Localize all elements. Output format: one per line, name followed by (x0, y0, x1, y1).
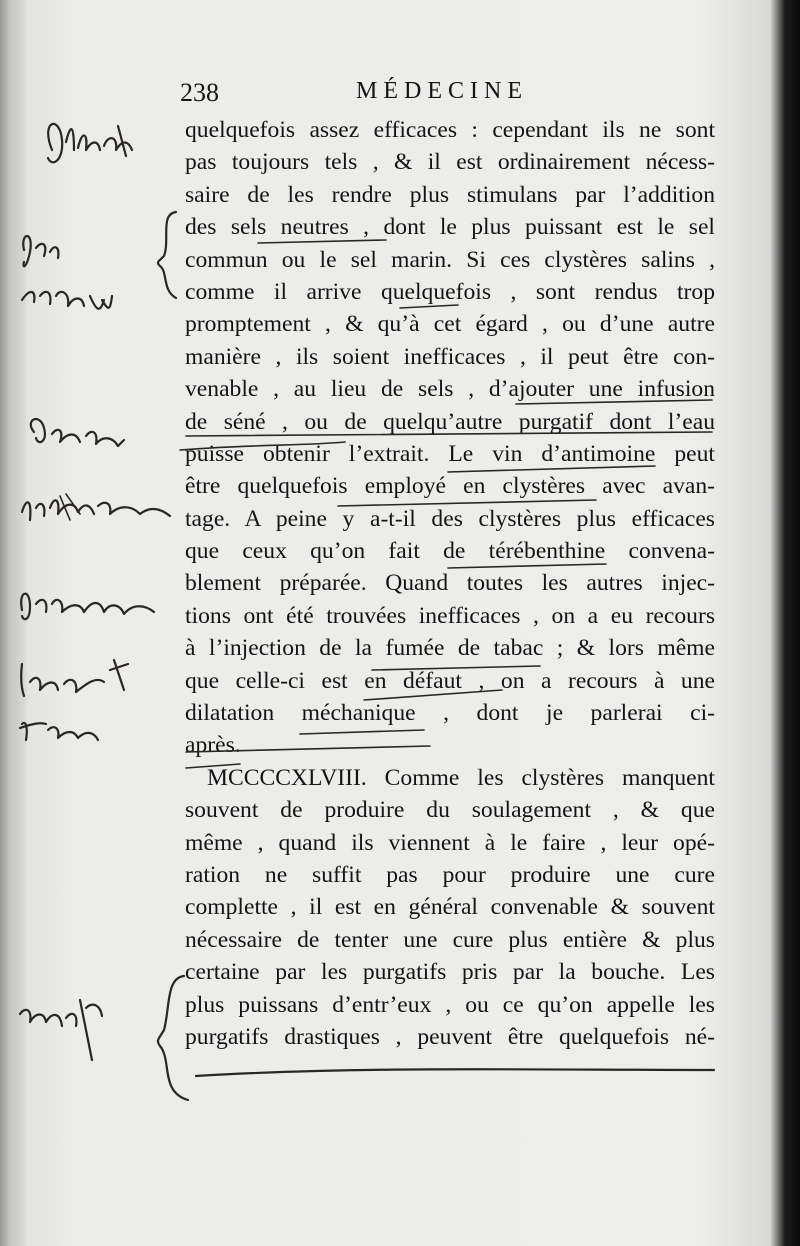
text-line: même , quand ils viennent à le faire , leur opé- (185, 829, 715, 856)
margin-note-scribble (48, 124, 132, 162)
margin-note-scribble (21, 660, 128, 696)
text-line: dilatation méchanique , dont je parlerai ci- (185, 700, 715, 727)
margin-note-scribble (31, 419, 124, 446)
text-line: promptement , & qu’à cet égard , ou d’une autre (185, 311, 715, 338)
text-line: ration ne suffit pas pour produire une cure (185, 861, 715, 888)
text-line: certaine par les purgatifs pris par la bouche. Les (185, 959, 715, 986)
margin-note-scribble (21, 594, 154, 620)
page-number: 238 (180, 78, 219, 107)
text-line: comme il arrive quelquefois , sont rendus trop (185, 278, 715, 305)
text-line: blement préparée. Quand toutes les autres injec- (185, 570, 715, 597)
text-line: purgatifs drastiques , peuvent être quelquefois né- (185, 1023, 715, 1050)
text-line: nécessaire de tenter une cure plus entière & plus (185, 926, 715, 953)
margin-note-scribble (22, 236, 112, 309)
text-line: commun ou le sel marin. Si ces clystères salins , (185, 246, 715, 273)
text-line: pas toujours tels , & il est ordinairement nécess- (185, 149, 715, 176)
text-line: des sels neutres , dont le plus puissant est le sel (185, 214, 715, 241)
text-line: plus puissans d’entr’eux , ou ce qu’on appelle les (185, 991, 715, 1018)
text-line: à l’injection de la fumée de tabac ; & lors même (185, 635, 715, 662)
text-line: venable , au lieu de sels , d’ajouter une infusion (185, 376, 715, 403)
text-line: être quelquefois employé en clystères avec avan- (185, 473, 715, 500)
text-line: que ceux qu’on fait de térébenthine convena- (185, 538, 715, 565)
page-gutter-shadow (0, 0, 26, 1246)
margin-bracket (158, 212, 176, 298)
text-line: tage. A peine y a-t-il des clystères plus efficaces (185, 505, 715, 532)
page-header (180, 78, 715, 112)
text-line: puisse obtenir l’extrait. Le vin d’antimoine peut (185, 440, 715, 467)
text-line: de séné , ou de quelqu’autre purgatif dont l’eau (185, 408, 715, 435)
text-line: complette , il est en général convenable & souvent (185, 894, 715, 921)
margin-note-scribble (22, 494, 170, 520)
margin-bracket (158, 976, 188, 1100)
running-head: MÉDECINE (356, 78, 528, 104)
paragraph-2 (185, 762, 715, 1054)
text-line: MCCCCXLVIII. Comme les clystères manquent (207, 764, 715, 791)
paragraph-1 (185, 114, 715, 762)
text-line: tions ont été trouvées inefficaces , on a eu recours (185, 602, 715, 629)
body-text (185, 114, 715, 1053)
text-line: quelquefois assez efficaces : cependant ils ne sont (185, 117, 715, 143)
text-line: que celle-ci est en défaut , on a recours à une (185, 667, 715, 694)
text-line: saire de les rendre plus stimulans par l’addition (185, 181, 715, 208)
margin-note-scribble (20, 723, 98, 740)
text-line: souvent de produire du soulagement , & que (185, 797, 715, 824)
text-line: manière , ils soient inefficaces , il peut être con- (185, 343, 715, 370)
margin-note-scribble (20, 1000, 102, 1060)
text-line: après. (185, 732, 241, 759)
